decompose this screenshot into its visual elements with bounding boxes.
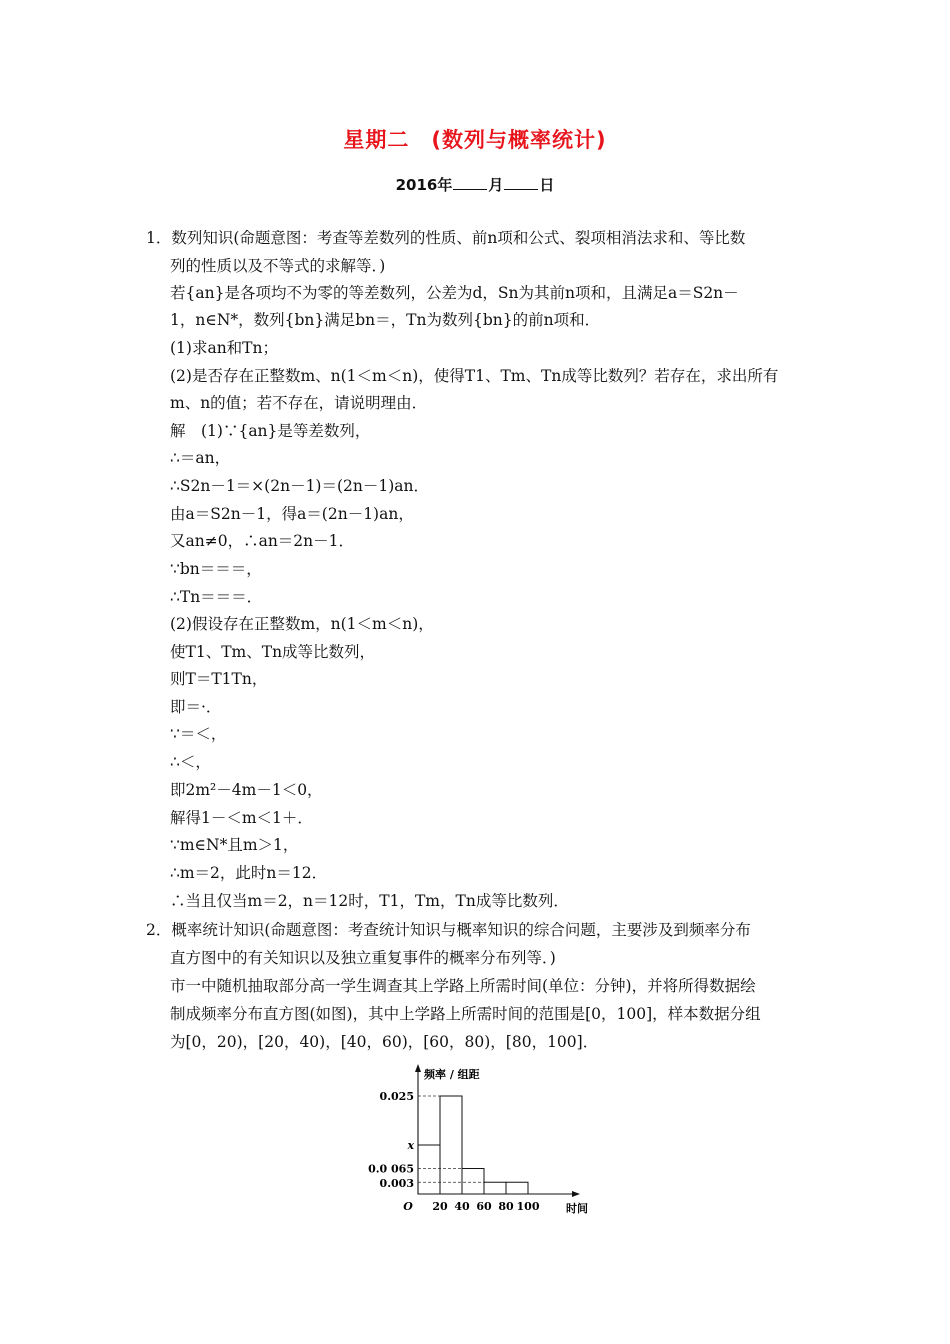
text-line: 由a＝S2n－1，得a＝(2n－1)an， [170,505,414,523]
text-line: 使T1、Tm、Tn成等比数列， [170,643,376,661]
text-line: (2)假设存在正整数m，n(1＜m＜n)， [170,615,434,633]
date-line [0,174,950,195]
text-line: ∵m∈N*且m＞1， [170,836,299,854]
text-line: ∵bn＝＝＝， [170,560,262,578]
text-line: ∴当且仅当m＝2，n＝12时，T1，Tm，Tn成等比数列． [170,892,569,910]
x-axis-arrow [572,1191,580,1197]
text-line: 解得1－＜m＜1＋． [170,809,313,827]
text-line: 1．数列知识(命题意图：考查等差数列的性质、前n项和公式、裂项相消法求和、等比数 [146,229,746,247]
text-line: (1)求an和Tn； [170,339,279,357]
x-tick-label: 20 [432,1200,448,1213]
date-month: 月 [488,176,504,194]
text-line: ∴＜， [170,753,211,771]
y-tick-label: 0.025 [379,1090,414,1103]
x-tick-label: 100 [516,1200,540,1213]
y-tick-label: 0.003 [379,1177,414,1191]
text-line: 又an≠0，∴an＝2n－1． [170,532,355,550]
y-axis-arrow [415,1064,421,1072]
text-line: 即2m²－4m－1＜0， [170,781,323,799]
histogram-bar [506,1182,528,1194]
text-line: ∵＝＜， [170,725,227,743]
date-day: 日 [539,176,555,194]
histogram-bar [462,1169,484,1194]
text-line: ∴＝an， [170,449,231,467]
text-line: 1，n∈N*，数列{bn}满足bn＝，Tn为数列{bn}的前n项和． [170,311,601,329]
text-line: 2．概率统计知识(命题意图：考查统计知识与概率知识的综合问题，主要涉及到频率分布 [146,921,751,939]
text-line: 若{an}是各项均不为零的等差数列，公差为d，Sn为其前n项和，且满足a＝S2n－ [170,284,739,302]
x-axis-label: 时间 [566,1202,588,1215]
text-line: m、n的值；若不存在，请说明理由． [170,394,428,412]
y-tick-label: 0.0 065 [368,1162,414,1176]
text-line: ∴S2n－1＝×(2n－1)＝(2n－1)an． [170,477,429,495]
frequency-histogram [368,1060,588,1220]
y-tick-label: x [407,1139,414,1152]
text-line: 即＝·． [170,698,222,716]
histogram-bar [418,1145,440,1194]
text-line: 列的性质以及不等式的求解等．) [170,257,386,275]
text-line: 解 (1)∵{an}是等差数列， [170,422,371,440]
day-blank [504,175,538,190]
histogram-bar [484,1182,506,1194]
month-blank [453,175,487,190]
histogram-bar [440,1096,462,1194]
x-tick-label: 80 [498,1200,514,1213]
origin-label: O [403,1200,413,1213]
text-line: 直方图中的有关知识以及独立重复事件的概率分布列等．) [170,949,556,967]
page-title: 星期二 (数列与概率统计) [343,128,607,152]
y-axis-label: 频率 / 组距 [424,1068,480,1081]
text-line: ∴Tn＝＝＝． [170,588,263,606]
text-line: (2)是否存在正整数m、n(1＜m＜n)，使得T1、Tm、Tn成等比数列？若存在，求出所有 [170,367,779,385]
text-line: ∴m＝2，此时n＝12． [170,864,328,882]
text-line: 为[0，20)，[20，40)，[40，60)，[60，80)，[80，100]． [170,1033,599,1051]
date-year: 2016年 [395,176,453,194]
x-tick-label: 60 [476,1200,492,1213]
text-line: 市一中随机抽取部分高一学生调查其上学路上所需时间(单位：分钟)，并将所得数据绘 [170,977,756,995]
text-line: 制成频率分布直方图(如图)，其中上学路上所需时间的范围是[0，100]，样本数据分组 [170,1005,761,1023]
x-tick-label: 40 [454,1200,470,1213]
text-line: 则T＝T1Tn， [170,670,268,688]
